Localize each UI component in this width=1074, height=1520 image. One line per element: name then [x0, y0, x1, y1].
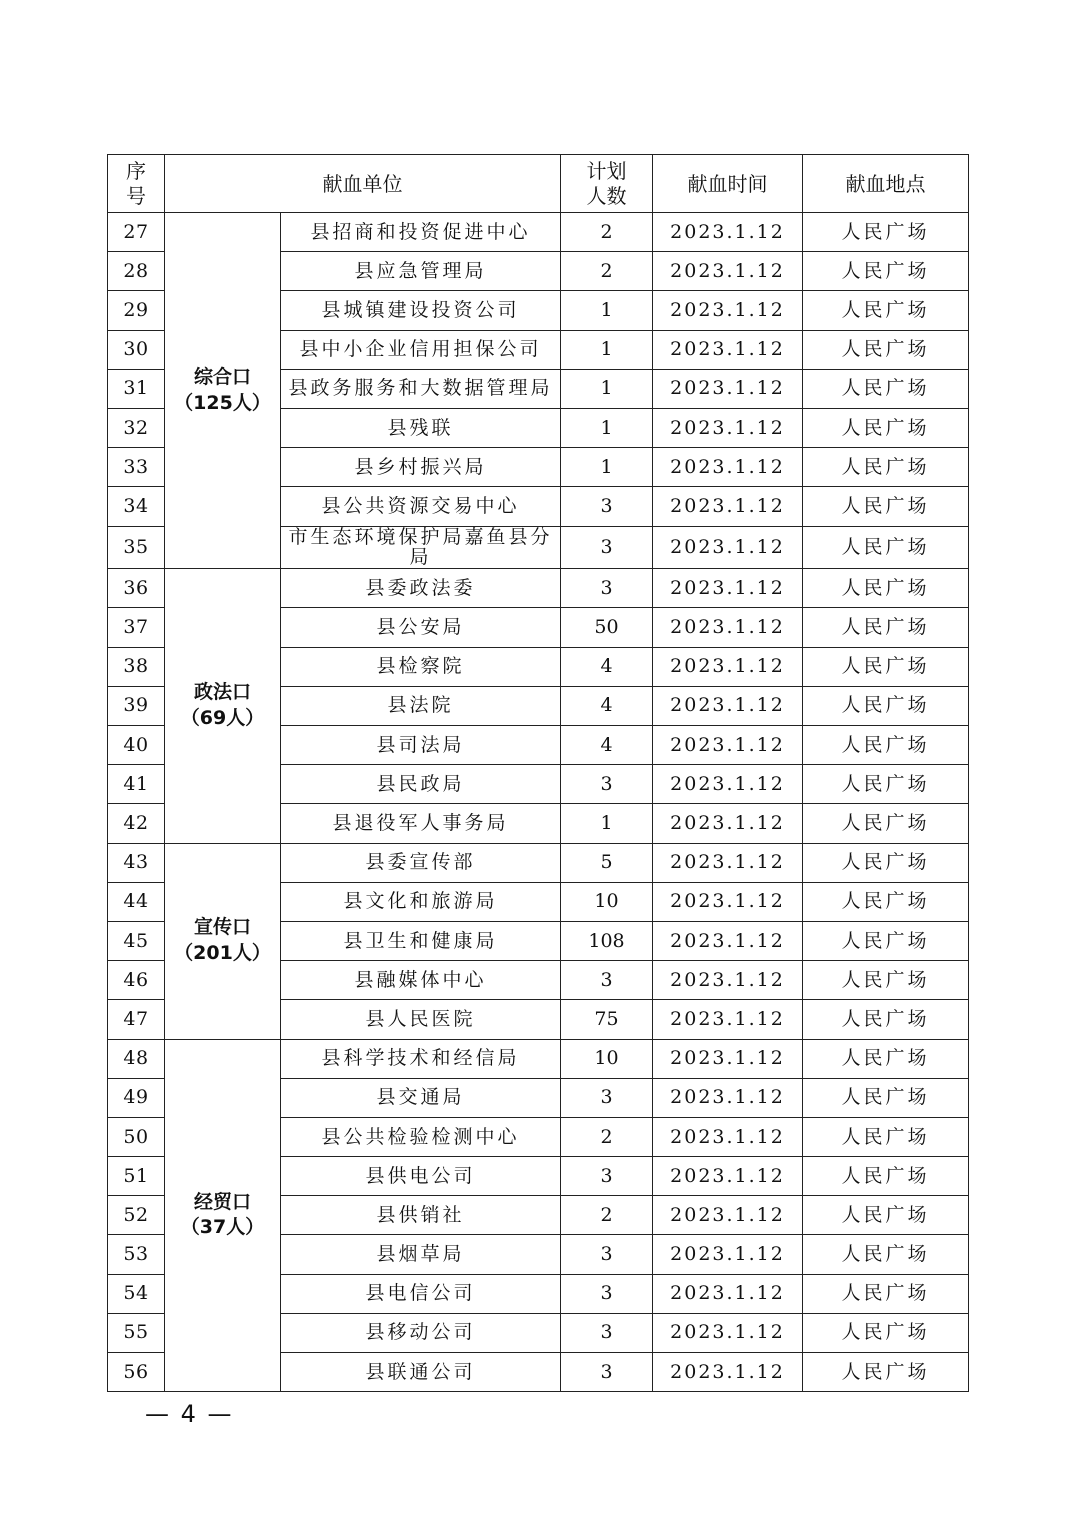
header-plan [561, 155, 653, 213]
row-place: 人民广场 [803, 1235, 969, 1274]
table-body [108, 213, 969, 1392]
row-seq: 53 [108, 1235, 165, 1274]
row-place: 人民广场 [803, 686, 969, 725]
header-unit: 献血单位 [165, 155, 561, 213]
row-place: 人民广场 [803, 647, 969, 686]
row-date: 2023.1.12 [653, 1078, 803, 1117]
row-seq: 37 [108, 608, 165, 647]
row-unit: 县公安局 [281, 608, 561, 647]
row-unit: 县法院 [281, 686, 561, 725]
row-date: 2023.1.12 [653, 1313, 803, 1352]
row-seq: 44 [108, 882, 165, 921]
row-unit: 县公共检验检测中心 [281, 1117, 561, 1156]
row-seq: 48 [108, 1039, 165, 1078]
row-seq: 29 [108, 291, 165, 330]
table-row [108, 1039, 969, 1078]
row-date: 2023.1.12 [653, 882, 803, 921]
row-seq: 47 [108, 1000, 165, 1039]
row-seq: 39 [108, 686, 165, 725]
row-seq: 30 [108, 330, 165, 369]
row-date: 2023.1.12 [653, 1196, 803, 1235]
row-plan-count: 1 [561, 330, 653, 369]
row-date: 2023.1.12 [653, 1039, 803, 1078]
row-unit: 县应急管理局 [281, 252, 561, 291]
row-unit: 县交通局 [281, 1078, 561, 1117]
row-date: 2023.1.12 [653, 252, 803, 291]
row-place: 人民广场 [803, 804, 969, 843]
row-date: 2023.1.12 [653, 1353, 803, 1392]
row-unit: 县司法局 [281, 726, 561, 765]
row-date: 2023.1.12 [653, 608, 803, 647]
row-unit: 县烟草局 [281, 1235, 561, 1274]
row-unit: 县检察院 [281, 647, 561, 686]
row-place: 人民广场 [803, 252, 969, 291]
row-plan-count: 1 [561, 408, 653, 447]
row-place: 人民广场 [803, 1353, 969, 1392]
row-unit: 县科学技术和经信局 [281, 1039, 561, 1078]
row-plan-count: 2 [561, 1117, 653, 1156]
row-plan-count: 5 [561, 843, 653, 882]
row-plan-count: 10 [561, 1039, 653, 1078]
header-plan-line1: 计划 [586, 158, 627, 183]
row-unit: 县委政法委 [281, 569, 561, 608]
row-plan-count: 4 [561, 647, 653, 686]
row-unit: 县残联 [281, 408, 561, 447]
row-seq: 54 [108, 1274, 165, 1313]
row-plan-count: 50 [561, 608, 653, 647]
group-count: （125人） [174, 391, 271, 414]
row-place: 人民广场 [803, 448, 969, 487]
row-place: 人民广场 [803, 487, 969, 526]
row-seq: 35 [108, 526, 165, 569]
row-place: 人民广场 [803, 213, 969, 252]
row-plan-count: 3 [561, 1353, 653, 1392]
row-place: 人民广场 [803, 569, 969, 608]
row-seq: 28 [108, 252, 165, 291]
row-date: 2023.1.12 [653, 408, 803, 447]
row-place: 人民广场 [803, 1078, 969, 1117]
row-plan-count: 3 [561, 1157, 653, 1196]
page-number: — 4 — [145, 1400, 234, 1428]
row-seq: 42 [108, 804, 165, 843]
row-seq: 43 [108, 843, 165, 882]
row-place: 人民广场 [803, 843, 969, 882]
row-date: 2023.1.12 [653, 369, 803, 408]
row-plan-count: 1 [561, 448, 653, 487]
row-plan-count: 1 [561, 291, 653, 330]
row-plan-count: 3 [561, 526, 653, 569]
table-header-row [108, 155, 969, 213]
row-seq: 55 [108, 1313, 165, 1352]
row-unit: 县退役军人事务局 [281, 804, 561, 843]
row-date: 2023.1.12 [653, 487, 803, 526]
row-date: 2023.1.12 [653, 526, 803, 569]
header-plan-line2: 人数 [586, 183, 627, 208]
row-place: 人民广场 [803, 1117, 969, 1156]
row-date: 2023.1.12 [653, 291, 803, 330]
row-plan-count: 3 [561, 1313, 653, 1352]
row-place: 人民广场 [803, 291, 969, 330]
row-date: 2023.1.12 [653, 686, 803, 725]
group-name: 经贸口 [193, 1190, 251, 1213]
header-seq-line2: 号 [126, 183, 146, 208]
row-seq: 31 [108, 369, 165, 408]
group-label [165, 213, 281, 569]
row-place: 人民广场 [803, 1274, 969, 1313]
row-place: 人民广场 [803, 1039, 969, 1078]
row-unit: 县中小企业信用担保公司 [281, 330, 561, 369]
row-unit: 县移动公司 [281, 1313, 561, 1352]
row-plan-count: 4 [561, 686, 653, 725]
row-date: 2023.1.12 [653, 569, 803, 608]
row-unit: 县城镇建设投资公司 [281, 291, 561, 330]
row-unit: 县公共资源交易中心 [281, 487, 561, 526]
row-date: 2023.1.12 [653, 843, 803, 882]
row-place: 人民广场 [803, 608, 969, 647]
row-date: 2023.1.12 [653, 1235, 803, 1274]
row-seq: 27 [108, 213, 165, 252]
row-date: 2023.1.12 [653, 1117, 803, 1156]
row-date: 2023.1.12 [653, 647, 803, 686]
row-seq: 56 [108, 1353, 165, 1392]
row-plan-count: 3 [561, 569, 653, 608]
row-place: 人民广场 [803, 1313, 969, 1352]
group-name: 综合口 [193, 366, 251, 388]
row-plan-count: 75 [561, 1000, 653, 1039]
row-place: 人民广场 [803, 1157, 969, 1196]
row-unit: 县民政局 [281, 765, 561, 804]
table-row [108, 843, 969, 882]
row-date: 2023.1.12 [653, 765, 803, 804]
row-seq: 38 [108, 647, 165, 686]
row-seq: 34 [108, 487, 165, 526]
group-label [165, 569, 281, 843]
row-unit: 县供销社 [281, 1196, 561, 1235]
group-count: （201人） [174, 942, 271, 965]
row-plan-count: 108 [561, 921, 653, 960]
row-seq: 46 [108, 961, 165, 1000]
group-name: 宣传口 [193, 916, 251, 939]
row-place: 人民广场 [803, 1196, 969, 1235]
row-unit: 县委宣传部 [281, 843, 561, 882]
row-seq: 50 [108, 1117, 165, 1156]
row-date: 2023.1.12 [653, 726, 803, 765]
header-seq [108, 155, 165, 213]
row-seq: 52 [108, 1196, 165, 1235]
row-seq: 33 [108, 448, 165, 487]
row-unit: 县政务服务和大数据管理局 [281, 369, 561, 408]
row-place: 人民广场 [803, 726, 969, 765]
row-place: 人民广场 [803, 369, 969, 408]
row-unit: 县供电公司 [281, 1157, 561, 1196]
row-seq: 51 [108, 1157, 165, 1196]
row-date: 2023.1.12 [653, 213, 803, 252]
row-unit: 县乡村振兴局 [281, 448, 561, 487]
row-place: 人民广场 [803, 330, 969, 369]
row-plan-count: 1 [561, 369, 653, 408]
row-date: 2023.1.12 [653, 448, 803, 487]
blood-donation-table [107, 154, 969, 1392]
row-plan-count: 10 [561, 882, 653, 921]
row-date: 2023.1.12 [653, 804, 803, 843]
row-seq: 40 [108, 726, 165, 765]
row-date: 2023.1.12 [653, 961, 803, 1000]
row-plan-count: 3 [561, 1235, 653, 1274]
row-place: 人民广场 [803, 526, 969, 569]
row-seq: 36 [108, 569, 165, 608]
row-unit: 县电信公司 [281, 1274, 561, 1313]
row-plan-count: 2 [561, 252, 653, 291]
header-place: 献血地点 [803, 155, 969, 213]
row-seq: 32 [108, 408, 165, 447]
row-date: 2023.1.12 [653, 921, 803, 960]
row-plan-count: 3 [561, 1078, 653, 1117]
group-label [165, 1039, 281, 1392]
row-place: 人民广场 [803, 882, 969, 921]
row-seq: 45 [108, 921, 165, 960]
header-time: 献血时间 [653, 155, 803, 213]
row-date: 2023.1.12 [653, 1274, 803, 1313]
row-plan-count: 1 [561, 804, 653, 843]
row-plan-count: 3 [561, 961, 653, 1000]
row-unit: 县联通公司 [281, 1353, 561, 1392]
row-plan-count: 2 [561, 1196, 653, 1235]
row-plan-count: 3 [561, 487, 653, 526]
group-name: 政法口 [193, 681, 251, 704]
group-count: （37人） [180, 1216, 265, 1239]
row-unit: 县文化和旅游局 [281, 882, 561, 921]
row-unit: 县卫生和健康局 [281, 921, 561, 960]
group-count: （69人） [180, 706, 265, 729]
row-unit: 县人民医院 [281, 1000, 561, 1039]
row-date: 2023.1.12 [653, 330, 803, 369]
header-seq-line1: 序 [126, 158, 146, 183]
row-place: 人民广场 [803, 961, 969, 1000]
row-place: 人民广场 [803, 921, 969, 960]
row-place: 人民广场 [803, 765, 969, 804]
row-seq: 41 [108, 765, 165, 804]
row-plan-count: 3 [561, 1274, 653, 1313]
row-place: 人民广场 [803, 1000, 969, 1039]
row-seq: 49 [108, 1078, 165, 1117]
row-unit: 县融媒体中心 [281, 961, 561, 1000]
row-place: 人民广场 [803, 408, 969, 447]
row-plan-count: 2 [561, 213, 653, 252]
group-label [165, 843, 281, 1039]
row-unit: 市生态环境保护局嘉鱼县分局 [281, 526, 561, 569]
row-plan-count: 3 [561, 765, 653, 804]
row-date: 2023.1.12 [653, 1000, 803, 1039]
row-unit: 县招商和投资促进中心 [281, 213, 561, 252]
row-plan-count: 4 [561, 726, 653, 765]
row-date: 2023.1.12 [653, 1157, 803, 1196]
table-row [108, 569, 969, 608]
table-row [108, 213, 969, 252]
